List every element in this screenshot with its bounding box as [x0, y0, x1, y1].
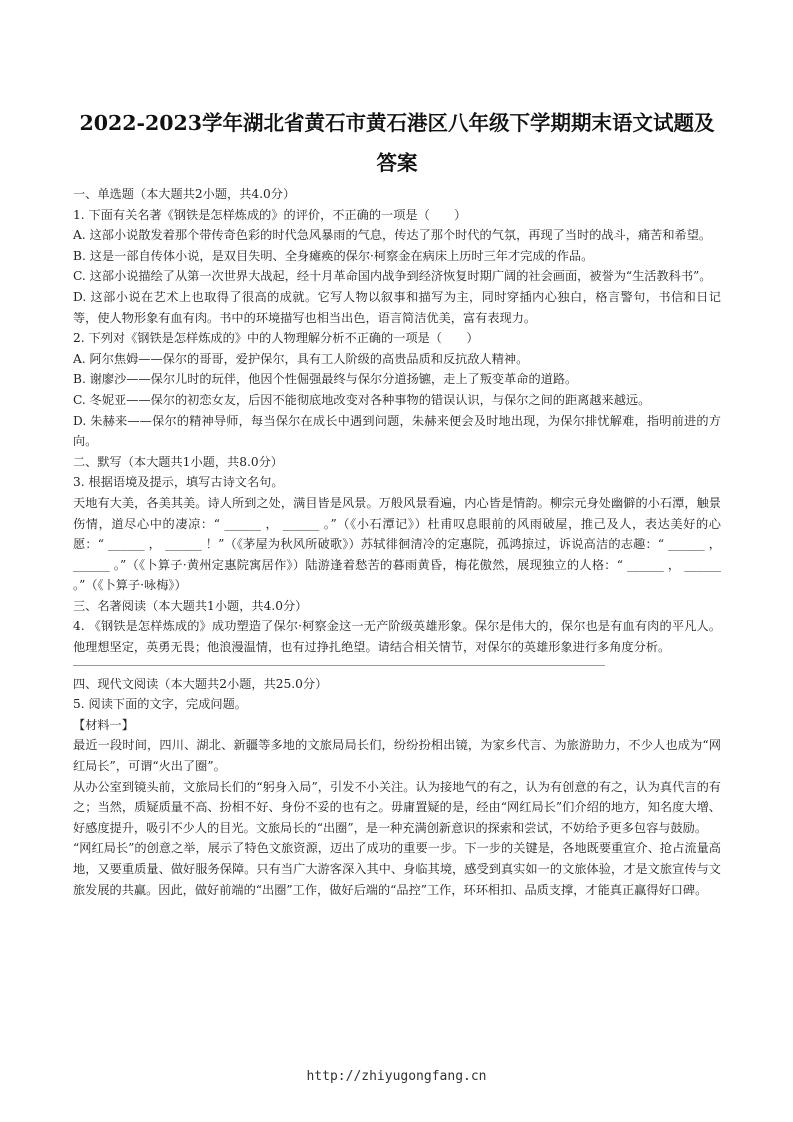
question-1: 1. 下面有关名著《钢铁是怎样炼成的》的评价，不正确的一项是（ ）	[73, 207, 467, 222]
material-1-paragraph-3: “网红局长”的创意之举，展示了特色文旅资源，迈出了成功的重要一步。下一步的关键是，各地既要重宣介、抢占流量高地，又要重质量、做好服务保障。只有当广大游客深入其中、身临其境，感受到真实如一的文旅体验，才是文旅宣传与文旅发展的共赢。因此，做好前端的“出圈”工作，做好后端的“品控”工作，环环相扣、品质支撑，才能真正赢得好口碑。	[73, 841, 721, 897]
material-1-heading: 【材料一】	[73, 717, 134, 732]
footer-url: http://zhiyugongfang.cn	[306, 1069, 487, 1084]
question-2-option-c: C. 冬妮亚——保尔的初恋女友，后因不能彻底地改变对各种事物的错误认识，与保尔之间的距离越来越远。	[73, 392, 651, 407]
question-2-option-d: D. 朱赫来——保尔的精神导师，每当保尔在成长中遇到问题，朱赫来便会及时地出现，为保尔排忧解难，指明前进的方向。	[73, 413, 721, 449]
question-1-option-a: A. 这部小说散发着那个带传奇色彩的时代急风暴雨的气息，传达了那个时代的气氛，再现了当时的战斗，痛苦和希望。	[73, 228, 712, 243]
question-1-option-d: D. 这部小说在艺术上也取得了很高的成就。它写人物以叙事和描写为主，同时穿插内心独白，格言警句，书信和日记等，使人物形象有血有肉。书中的环境描写也相当出色，语言简洁优美，富有表现力。	[73, 289, 721, 325]
section-heading-1: 一、单选题（本大题共2小题，共4.0分）	[73, 187, 296, 201]
title-line-1: 2022-2023学年湖北省黄石市黄石港区八年级下学期期末语文试题及	[79, 111, 715, 135]
document-body	[73, 184, 721, 900]
question-4: 4. 《钢铁是怎样炼成的》成功塑造了保尔·柯察金这一无产阶级英雄形象。保尔是伟大的，保尔也是有血有肉的平凡人。他理想坚定，英勇无畏；他浪漫温情，也有过挣扎绝望。请结合相关情节，对保尔的英雄形象进行多角度分析。	[73, 619, 721, 655]
question-2: 2. 下列对《钢铁是怎样炼成的》中的人物理解分析不正确的一项是（ ）	[73, 331, 479, 346]
question-3-passage: 天地有大美，各美其美。诗人所到之处，满目皆是风景。万般风景看遍，内心皆是情韵。柳宗元身处幽僻的小石潭，触景伤情，道尽心中的凄凉：“ ______ ， ______ 。”（《小石潭记》）杜甫叹息眼前的风雨破屋，推己及人，表达美好的心愿：“ ______ ， ______ ！”（《茅屋为秋风所破歌》）苏轼徘徊清冷的定惠院，孤鸿掠过，诉说高洁的志趣：“ ______ ， ______ 。”（《卜算子·黄州定惠院寓居作》）陆游逢着愁苦的暮雨黄昏，梅花傲然，展现独立的人格：“ ______ ， ______ 。”（《卜算子·咏梅》）	[73, 495, 721, 593]
title-line-2: 答案	[376, 151, 418, 175]
section-heading-4: 四、现代文阅读（本大题共2小题，共25.0分）	[73, 676, 328, 691]
question-1-option-c: C. 这部小说描绘了从第一次世界大战起，经十月革命国内战争到经济恢复时期广阔的社会画面，被誉为“生活教科书”。	[73, 269, 712, 284]
section-heading-3: 三、名著阅读（本大题共1小题，共4.0分）	[73, 598, 308, 613]
section-heading-2: 二、默写（本大题共1小题，共8.0分）	[73, 454, 283, 469]
material-1-paragraph-1: 最近一段时间，四川、湖北、新疆等多地的文旅局局长们，纷纷扮相出镜，为家乡代言、为旅游助力，不少人也成为“网红局长”，可谓“火出了圈”。	[73, 738, 721, 774]
question-2-option-a: A. 阿尔焦姆——保尔的哥哥，爱护保尔，具有工人阶级的高贵品质和反抗敌人精神。	[73, 351, 529, 366]
question-2-option-b: B. 谢廖沙——保尔儿时的玩伴，他因个性倔强最终与保尔分道扬镳，走上了叛变革命的道路。	[73, 372, 578, 387]
question-1-option-b: B. 这是一部自传体小说，是双目失明、全身瘫痪的保尔·柯察金在病床上历时三年才完成的作品。	[73, 248, 594, 263]
material-1-paragraph-2: 从办公室到镜头前，文旅局长们的“躬身入局”，引发不小关注。认为接地气的有之，认为有创意的有之，认为真代言的有之；当然，质疑质量不高、扮相不好、身份不妥的也有之。毋庸置疑的是，经由“网红局长”们介绍的地方，知名度大增、好感度提升，吸引不少人的目光。文旅局长的“出圈”，是一种充满创新意识的探索和尝试，不妨给予更多包容与鼓励。	[73, 779, 721, 835]
divider-line	[73, 665, 605, 666]
document-title	[73, 0, 721, 183]
question-3: 3. 根据语境及提示，填写古诗文名句。	[73, 475, 284, 490]
question-5: 5. 阅读下面的文字，完成问题。	[73, 697, 247, 712]
